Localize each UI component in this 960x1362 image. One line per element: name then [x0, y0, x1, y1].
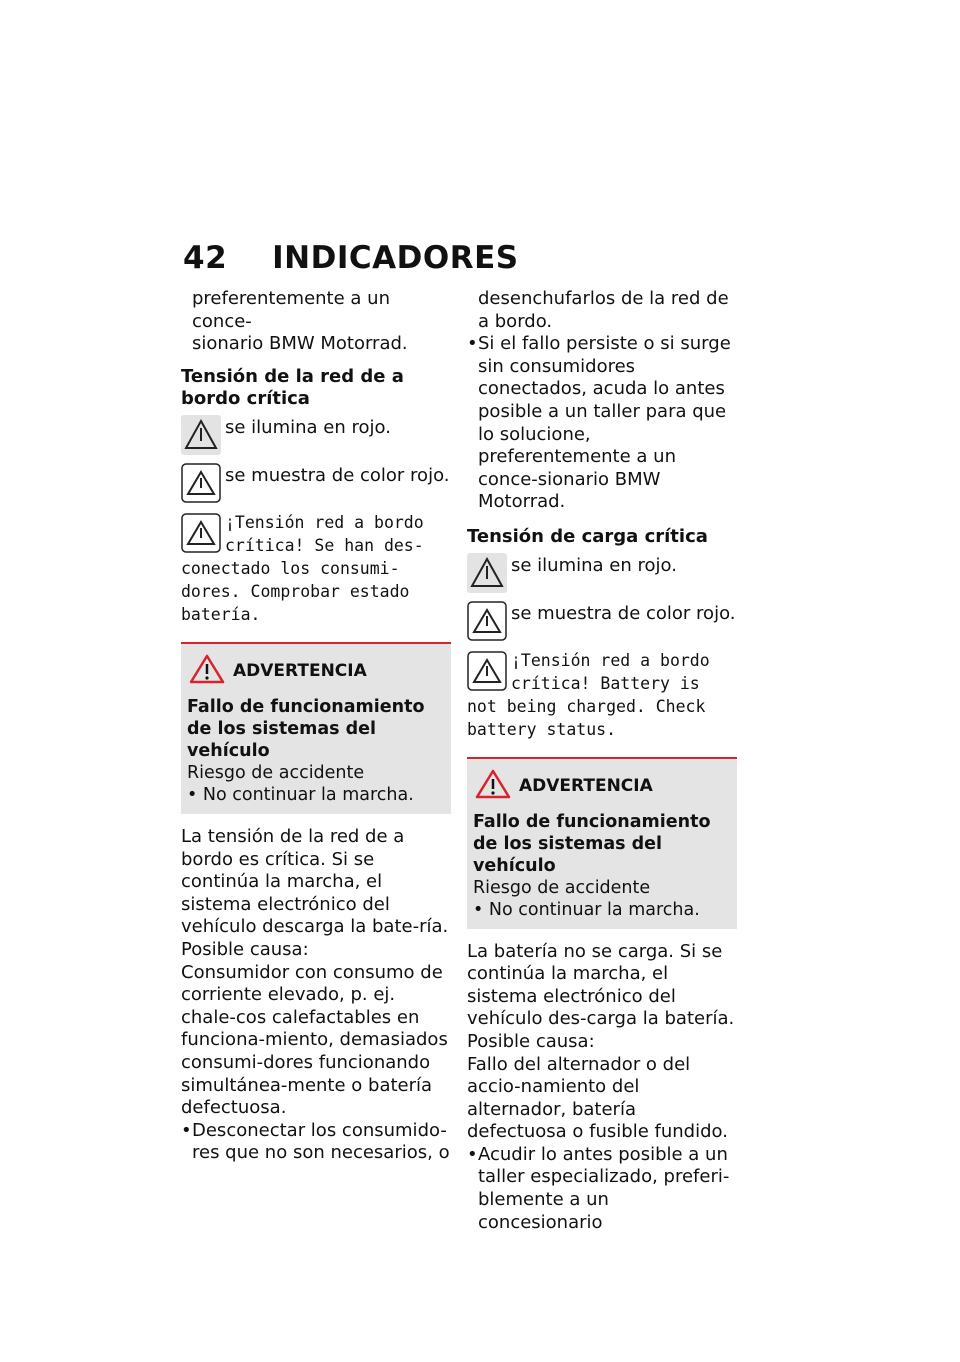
cause-text: Fallo del alternador o del accio-namiento del alternador, batería defectuosa o fusible fundido. [467, 1053, 728, 1143]
warning-heading: Fallo de funcionamiento de los sistemas del vehículo [187, 696, 425, 761]
page-number: 42 [183, 240, 228, 276]
body-text: La batería no se carga. Si se continúa la marcha, el sistema electrónico del vehículo des-carga la batería. [467, 940, 735, 1030]
indicator-lamp-text: se ilumina en rojo. [511, 554, 677, 576]
warning-exclamation-icon [189, 654, 225, 688]
cause-label: Posible causa: [181, 938, 309, 960]
chapter-title: INDICADORES [272, 240, 519, 276]
warning-title: ADVERTENCIA [233, 660, 367, 681]
warning-risk: Riesgo de accidente [187, 762, 365, 783]
right-column [467, 288, 737, 1234]
display-message [467, 649, 737, 741]
warning-triangle-lamp-icon [467, 553, 507, 593]
list-item [181, 1120, 451, 1165]
body-text: La tensión de la red de a bordo es crítica. Si se continúa la marcha, el sistema electrónico del vehículo descarga la bate-ría. [181, 825, 449, 938]
indicator-lamp-row [181, 415, 451, 455]
warning-exclamation-icon [475, 769, 511, 803]
warning-triangle-display-icon [181, 513, 221, 553]
cause-text: Consumidor con consumo de corriente elevado, p. ej. chale-cos calefactables en funciona-miento, demasiados consumi-dores funcionando simultánea-mente o batería defectuosa. [181, 961, 448, 1119]
indicator-lamp-row [467, 553, 737, 593]
warning-risk: Riesgo de accidente [473, 877, 651, 898]
warning-heading: Fallo de funcionamiento de los sistemas del vehículo [473, 811, 711, 876]
list-item-text: Si el fallo persiste o si surge sin consumidores conectados, acuda lo antes posible a un taller para que lo solucione, preferentemente a un conce-sionario BMW Motorrad. [478, 333, 731, 513]
indicator-lamp-text: se ilumina en rojo. [225, 416, 391, 438]
warning-box [467, 757, 737, 929]
warning-action: • No continuar la marcha. [187, 784, 414, 805]
warning-box [181, 642, 451, 814]
bullet-dot: • [181, 1119, 192, 1141]
warning-title-row [473, 769, 731, 803]
cause-label: Posible causa: [467, 1030, 595, 1052]
display-message-text: ¡Tensión red a bordo crítica! Battery is not being charged. Check battery status. [467, 650, 710, 739]
list-item [467, 1144, 737, 1234]
list-item [467, 333, 737, 514]
indicator-display-row [181, 463, 451, 503]
page-header [183, 240, 519, 280]
intro-line: sionario BMW Motorrad. [192, 333, 408, 355]
warning-title: ADVERTENCIA [519, 775, 653, 796]
display-message-text: ¡Tensión red a bordo crítica! Se han des-conectado los consumi-dores. Comprobar estado batería. [181, 512, 424, 624]
left-column [181, 288, 451, 1165]
indicator-display-text: se muestra de color rojo. [225, 464, 450, 486]
list-item-text: Desconectar los consumido-res que no son necesarios, o [192, 1119, 450, 1164]
bullet-dot: • [467, 333, 478, 355]
section-title: Tensión de la red de a bordo crítica [181, 365, 404, 410]
section-title: Tensión de carga crítica [467, 525, 708, 547]
display-message [181, 511, 451, 626]
warning-title-row [187, 654, 445, 688]
warning-triangle-lamp-icon [181, 415, 221, 455]
intro-line: preferentemente a un conce- [192, 288, 390, 332]
list-item-text: Acudir lo antes posible a un taller especializado, preferi-blemente a un concesionario [478, 1143, 730, 1233]
warning-triangle-display-icon [467, 651, 507, 691]
warning-triangle-display-icon [181, 463, 221, 503]
indicator-display-row [467, 601, 737, 641]
indicator-display-text: se muestra de color rojo. [511, 602, 736, 624]
warning-action: • No continuar la marcha. [473, 899, 700, 920]
bullet-dot: • [467, 1143, 478, 1165]
warning-triangle-display-icon [467, 601, 507, 641]
continued-text: desenchufarlos de la red de a bordo. [478, 288, 729, 332]
